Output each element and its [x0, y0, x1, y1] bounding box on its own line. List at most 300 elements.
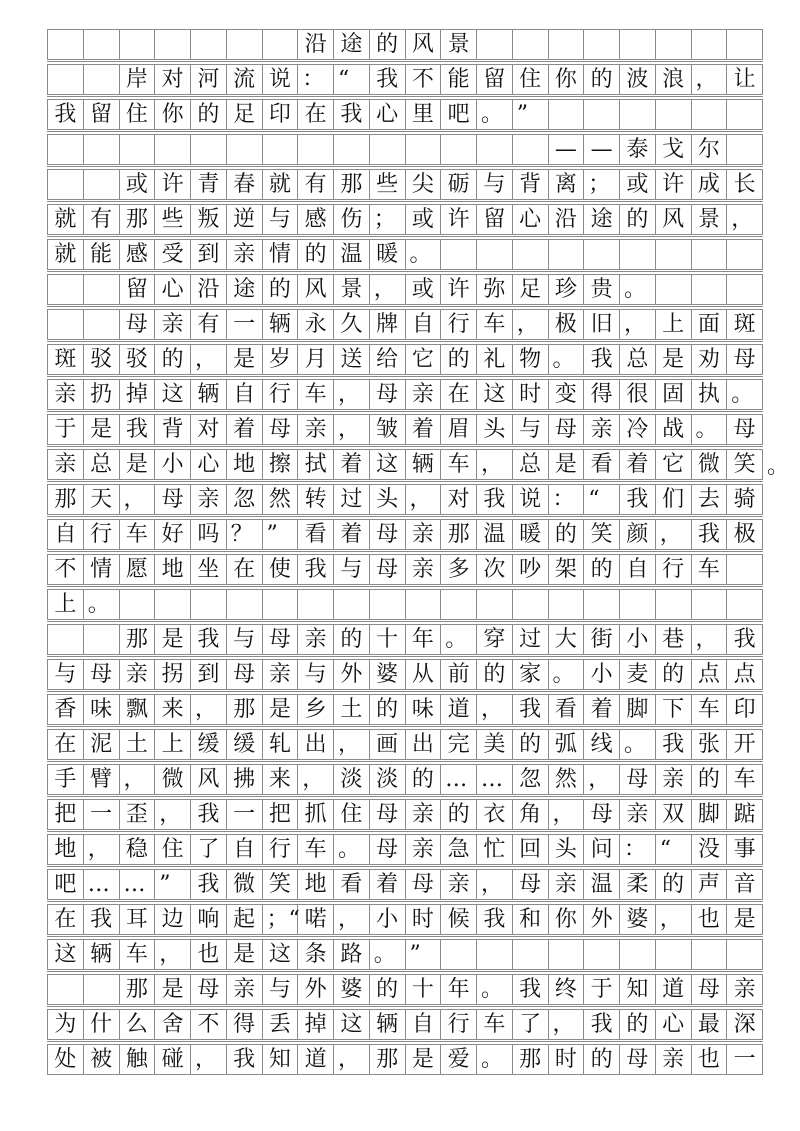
- grid-cell: ，: [584, 765, 620, 794]
- grid-cell: 情: [84, 555, 120, 584]
- grid-cell: 声: [692, 870, 728, 899]
- grid-row: [47, 1044, 763, 1075]
- grid-cell: 暖: [513, 520, 549, 549]
- grid-cell: 辆: [406, 450, 442, 479]
- grid-cell: “: [584, 485, 620, 514]
- grid-cell: [584, 30, 620, 59]
- grid-cell: 脚: [692, 800, 728, 829]
- grid-cell: [513, 940, 549, 969]
- grid-cell: [84, 135, 120, 164]
- grid-cell: 留: [120, 275, 156, 304]
- grid-cell: 永: [298, 310, 334, 339]
- grid-cell: 穿: [477, 625, 513, 654]
- grid-cell: 大: [549, 625, 585, 654]
- grid-cell: 与: [263, 975, 299, 1004]
- grid-row: [47, 484, 763, 515]
- grid-cell: 它: [656, 450, 692, 479]
- grid-cell: 。: [441, 625, 477, 654]
- grid-row: [47, 379, 763, 410]
- grid-cell: 看: [584, 450, 620, 479]
- grid-cell: 温: [584, 870, 620, 899]
- grid-row: [47, 449, 789, 480]
- grid-cell: [155, 135, 191, 164]
- grid-cell: 次: [477, 555, 513, 584]
- grid-cell: 掉: [120, 380, 156, 409]
- grid-cell: 得: [584, 380, 620, 409]
- grid-cell: 点: [727, 660, 763, 689]
- grid-cell: 的: [549, 520, 585, 549]
- grid-cell: 车: [298, 380, 334, 409]
- grid-cell: ，: [406, 485, 442, 514]
- grid-cell: 沿: [549, 205, 585, 234]
- grid-cell: [370, 135, 406, 164]
- grid-cell: 。: [370, 940, 406, 969]
- grid-cell: 亲: [48, 450, 84, 479]
- grid-cell: 或: [120, 170, 156, 199]
- grid-cell: [191, 590, 227, 619]
- grid-cell: [48, 135, 84, 164]
- grid-cell: [620, 590, 656, 619]
- grid-cell: ；: [584, 170, 620, 199]
- grid-cell: 味: [84, 695, 120, 724]
- grid-cell: 与: [48, 660, 84, 689]
- grid-cell: 风: [191, 765, 227, 794]
- grid-cell: 的: [263, 275, 299, 304]
- grid-cell: 车: [477, 310, 513, 339]
- grid-cell: 这: [334, 1010, 370, 1039]
- grid-cell: 这: [155, 380, 191, 409]
- grid-cell: 自: [406, 1010, 442, 1039]
- grid-cell: 的: [584, 1045, 620, 1074]
- grid-cell: [120, 590, 156, 619]
- grid-cell: 踮: [727, 800, 763, 829]
- grid-cell: 架: [549, 555, 585, 584]
- grid-cell: 岸: [120, 65, 156, 94]
- grid-cell: ，: [656, 905, 692, 934]
- grid-cell: 完: [441, 730, 477, 759]
- grid-cell: 路: [334, 940, 370, 969]
- grid-cell: 是: [120, 450, 156, 479]
- grid-cell: 着: [334, 450, 370, 479]
- grid-cell: —: [584, 135, 620, 164]
- grid-cell: 亲: [656, 765, 692, 794]
- grid-cell: 一: [227, 800, 263, 829]
- grid-cell: 看: [334, 870, 370, 899]
- grid-cell: [692, 275, 728, 304]
- grid-cell: 与: [477, 170, 513, 199]
- grid-cell: 母: [406, 870, 442, 899]
- grid-cell: ，: [155, 940, 191, 969]
- grid-cell: 流: [227, 65, 263, 94]
- grid-cell: 伤: [334, 205, 370, 234]
- grid-row: [47, 29, 763, 60]
- grid-cell: 忽: [513, 765, 549, 794]
- grid-cell: [155, 30, 191, 59]
- grid-row: [47, 694, 763, 725]
- grid-cell: [48, 975, 84, 1004]
- grid-cell: 行: [441, 310, 477, 339]
- grid-cell: ，: [513, 310, 549, 339]
- grid-cell: 亲: [727, 975, 763, 1004]
- grid-cell: 背: [155, 415, 191, 444]
- grid-cell: [48, 625, 84, 654]
- grid-cell: 是: [406, 1045, 442, 1074]
- grid-cell: ，: [334, 415, 370, 444]
- grid-cell: 亲: [406, 520, 442, 549]
- grid-cell: 月: [298, 345, 334, 374]
- grid-cell: 送: [334, 345, 370, 374]
- grid-cell: 。: [84, 590, 120, 619]
- grid-cell: 街: [584, 625, 620, 654]
- grid-row: [47, 1009, 763, 1040]
- grid-cell: 母: [370, 380, 406, 409]
- grid-cell: 亲: [406, 380, 442, 409]
- grid-row: [47, 729, 763, 760]
- grid-cell: 稳: [120, 835, 156, 864]
- grid-cell: 那: [120, 205, 156, 234]
- grid-cell: 土: [120, 730, 156, 759]
- grid-cell: [84, 625, 120, 654]
- composition-grid-paper: [47, 29, 789, 1079]
- grid-cell: 的: [584, 65, 620, 94]
- grid-cell: 些: [370, 170, 406, 199]
- grid-cell: 能: [441, 65, 477, 94]
- grid-cell: 。: [549, 345, 585, 374]
- grid-cell: ，: [191, 695, 227, 724]
- grid-cell: [656, 240, 692, 269]
- grid-cell: 心: [191, 450, 227, 479]
- grid-cell: 缓: [191, 730, 227, 759]
- grid-cell: 在: [227, 555, 263, 584]
- grid-cell: 执: [692, 380, 728, 409]
- grid-cell: 的: [191, 100, 227, 129]
- grid-cell: 舍: [155, 1010, 191, 1039]
- grid-cell: [120, 30, 156, 59]
- grid-cell: 在: [441, 380, 477, 409]
- grid-cell: [263, 30, 299, 59]
- grid-cell: 亲: [298, 625, 334, 654]
- grid-cell: 臂: [84, 765, 120, 794]
- grid-row: [47, 939, 763, 970]
- grid-cell: 长: [727, 170, 763, 199]
- grid-cell: 对: [155, 65, 191, 94]
- grid-cell: 上: [48, 590, 84, 619]
- grid-cell: 把: [48, 800, 84, 829]
- grid-cell: 香: [48, 695, 84, 724]
- grid-cell: 那: [513, 1045, 549, 1074]
- grid-cell: 印: [727, 695, 763, 724]
- grid-cell: 自: [227, 380, 263, 409]
- grid-cell: 最: [692, 1010, 728, 1039]
- grid-cell: [727, 135, 763, 164]
- grid-cell: 亲: [656, 1045, 692, 1074]
- grid-cell: 来: [263, 765, 299, 794]
- grid-cell: 物: [513, 345, 549, 374]
- grid-cell: 们: [656, 485, 692, 514]
- grid-cell: 我: [48, 100, 84, 129]
- grid-cell: 与: [513, 415, 549, 444]
- grid-cell: [227, 135, 263, 164]
- title-char-cell: 景: [441, 30, 477, 59]
- grid-cell: [692, 940, 728, 969]
- grid-cell: 。: [477, 1045, 513, 1074]
- grid-row: [47, 169, 763, 200]
- grid-cell: 不: [406, 65, 442, 94]
- grid-cell: 歪: [120, 800, 156, 829]
- grid-cell: 亲: [227, 975, 263, 1004]
- grid-cell: 就: [48, 240, 84, 269]
- grid-cell: 尖: [406, 170, 442, 199]
- grid-cell: 小: [584, 660, 620, 689]
- grid-cell: 去: [692, 485, 728, 514]
- grid-cell: [441, 135, 477, 164]
- grid-cell: [727, 590, 763, 619]
- grid-cell: [620, 240, 656, 269]
- grid-cell: [477, 590, 513, 619]
- grid-cell: ？: [227, 520, 263, 549]
- grid-cell: 上: [155, 730, 191, 759]
- grid-cell: 母: [513, 870, 549, 899]
- grid-cell: 喏: [298, 905, 334, 934]
- grid-cell: 这: [477, 380, 513, 409]
- grid-cell: 暖: [370, 240, 406, 269]
- grid-cell: 或: [406, 205, 442, 234]
- grid-cell: 的: [334, 625, 370, 654]
- grid-cell: 母: [727, 415, 763, 444]
- grid-cell: ”: [155, 870, 191, 899]
- grid-cell: 斑: [727, 310, 763, 339]
- grid-cell: 心: [155, 275, 191, 304]
- grid-cell: 天: [84, 485, 120, 514]
- grid-cell: ，: [191, 1045, 227, 1074]
- grid-cell: [513, 240, 549, 269]
- grid-cell: 的: [477, 660, 513, 689]
- grid-cell: 么: [120, 1010, 156, 1039]
- grid-cell: 淡: [370, 765, 406, 794]
- grid-cell: 着: [334, 520, 370, 549]
- grid-cell: …: [120, 870, 156, 899]
- grid-cell: 珍: [549, 275, 585, 304]
- grid-cell: 足: [513, 275, 549, 304]
- grid-cell: 些: [155, 205, 191, 234]
- grid-cell: 母: [370, 520, 406, 549]
- grid-cell: 角: [513, 800, 549, 829]
- grid-cell: 春: [227, 170, 263, 199]
- grid-cell: 有: [298, 170, 334, 199]
- grid-cell: 心: [370, 100, 406, 129]
- grid-cell: 丢: [263, 1010, 299, 1039]
- grid-row: [47, 134, 763, 165]
- grid-row: [47, 974, 763, 1005]
- grid-cell: 线: [584, 730, 620, 759]
- grid-cell: 。: [620, 275, 656, 304]
- grid-cell: 颜: [620, 520, 656, 549]
- grid-cell: [441, 590, 477, 619]
- grid-cell: [48, 310, 84, 339]
- grid-cell: [692, 590, 728, 619]
- grid-cell: ：: [549, 485, 585, 514]
- grid-cell: 忽: [227, 485, 263, 514]
- grid-cell: [441, 940, 477, 969]
- grid-cell: 许: [155, 170, 191, 199]
- grid-cell: 好: [155, 520, 191, 549]
- grid-cell: 年: [441, 975, 477, 1004]
- grid-cell: 着: [370, 870, 406, 899]
- grid-row: [47, 239, 763, 270]
- grid-row: [47, 869, 763, 900]
- grid-cell: 吵: [513, 555, 549, 584]
- grid-cell: 道: [298, 1045, 334, 1074]
- grid-cell: 触: [120, 1045, 156, 1074]
- grid-cell: ，: [727, 205, 763, 234]
- grid-cell: [584, 240, 620, 269]
- grid-cell: 亲: [584, 415, 620, 444]
- grid-cell: 小: [370, 905, 406, 934]
- grid-cell: 自: [620, 555, 656, 584]
- grid-cell: 响: [191, 905, 227, 934]
- grid-row: [47, 659, 763, 690]
- grid-cell: 景: [692, 205, 728, 234]
- grid-cell: ”: [263, 520, 299, 549]
- grid-cell: [727, 100, 763, 129]
- grid-cell: 风: [298, 275, 334, 304]
- grid-cell: 母: [120, 310, 156, 339]
- grid-cell: 这: [370, 450, 406, 479]
- grid-cell: 我: [120, 415, 156, 444]
- grid-cell: 味: [406, 695, 442, 724]
- grid-cell: [477, 240, 513, 269]
- grid-row: [47, 414, 763, 445]
- grid-cell: 温: [334, 240, 370, 269]
- grid-cell: 足: [227, 100, 263, 129]
- grid-cell: 风: [656, 205, 692, 234]
- grid-cell: 急: [441, 835, 477, 864]
- grid-cell: 我: [370, 65, 406, 94]
- grid-cell: 在: [298, 100, 334, 129]
- grid-cell: 然: [549, 765, 585, 794]
- grid-cell: 背: [513, 170, 549, 199]
- grid-cell: ，: [191, 345, 227, 374]
- grid-cell: 乡: [298, 695, 334, 724]
- grid-cell: 来: [155, 695, 191, 724]
- grid-cell: [692, 30, 728, 59]
- grid-cell: 笑: [263, 870, 299, 899]
- grid-row: [47, 99, 763, 130]
- grid-cell: [727, 275, 763, 304]
- grid-cell: 你: [155, 100, 191, 129]
- grid-cell: 戈: [656, 135, 692, 164]
- grid-cell: 得: [227, 1010, 263, 1039]
- grid-cell: [406, 590, 442, 619]
- grid-cell: 巷: [656, 625, 692, 654]
- grid-cell: 被: [84, 1045, 120, 1074]
- grid-cell: 是: [155, 625, 191, 654]
- grid-cell: [84, 975, 120, 1004]
- grid-cell: 地: [48, 835, 84, 864]
- grid-cell: 下: [656, 695, 692, 724]
- grid-cell: 受: [155, 240, 191, 269]
- grid-cell: 十: [406, 975, 442, 1004]
- grid-cell: [48, 275, 84, 304]
- grid-cell: 对: [191, 415, 227, 444]
- grid-cell: 的: [513, 730, 549, 759]
- grid-cell: 景: [334, 275, 370, 304]
- grid-cell: 家: [513, 660, 549, 689]
- grid-cell: 微: [155, 765, 191, 794]
- grid-cell: [191, 135, 227, 164]
- grid-row: [47, 309, 763, 340]
- grid-cell: 母: [692, 975, 728, 1004]
- grid-cell: ，: [477, 870, 513, 899]
- grid-cell: 车: [120, 940, 156, 969]
- grid-cell: [656, 590, 692, 619]
- grid-cell: [477, 30, 513, 59]
- grid-cell: 小: [155, 450, 191, 479]
- grid-cell: [727, 30, 763, 59]
- grid-cell: 我: [84, 905, 120, 934]
- grid-cell: [584, 940, 620, 969]
- grid-cell: 多: [441, 555, 477, 584]
- grid-cell: 。: [727, 380, 763, 409]
- grid-cell: 问: [584, 835, 620, 864]
- grid-cell: 说: [513, 485, 549, 514]
- grid-cell: 一: [227, 310, 263, 339]
- grid-cell: 是: [549, 450, 585, 479]
- grid-cell: [84, 65, 120, 94]
- grid-cell: 缓: [227, 730, 263, 759]
- grid-cell: 行: [84, 520, 120, 549]
- grid-cell: 离: [549, 170, 585, 199]
- grid-cell: 亲: [406, 835, 442, 864]
- grid-cell: 我: [656, 730, 692, 759]
- grid-cell: 心: [656, 1010, 692, 1039]
- grid-cell: [656, 940, 692, 969]
- grid-cell: 一: [84, 800, 120, 829]
- grid-cell: 到: [191, 660, 227, 689]
- grid-cell: 柔: [620, 870, 656, 899]
- grid-cell: 笑: [584, 520, 620, 549]
- grid-cell: 拭: [298, 450, 334, 479]
- grid-cell: [84, 310, 120, 339]
- grid-cell: 斑: [48, 345, 84, 374]
- grid-cell: 头: [549, 835, 585, 864]
- grid-cell: 外: [334, 660, 370, 689]
- grid-cell: …: [477, 765, 513, 794]
- grid-cell: 总: [620, 345, 656, 374]
- grid-cell: [441, 240, 477, 269]
- grid-cell: 这: [263, 940, 299, 969]
- grid-cell: 许: [441, 205, 477, 234]
- grid-cell: 我: [334, 100, 370, 129]
- grid-cell: 母: [620, 765, 656, 794]
- grid-cell: [620, 100, 656, 129]
- title-char-cell: 的: [370, 30, 406, 59]
- grid-cell: 道: [441, 695, 477, 724]
- grid-cell: ，: [334, 905, 370, 934]
- grid-row: [47, 344, 763, 375]
- grid-cell: [656, 30, 692, 59]
- grid-cell: 看: [298, 520, 334, 549]
- grid-cell: [120, 135, 156, 164]
- grid-cell: [477, 135, 513, 164]
- grid-cell: 那: [120, 975, 156, 1004]
- grid-cell: [227, 30, 263, 59]
- grid-cell: 终: [549, 975, 585, 1004]
- grid-row: [47, 64, 763, 95]
- grid-cell: 我: [191, 870, 227, 899]
- grid-cell: [84, 30, 120, 59]
- grid-cell: 有: [191, 310, 227, 339]
